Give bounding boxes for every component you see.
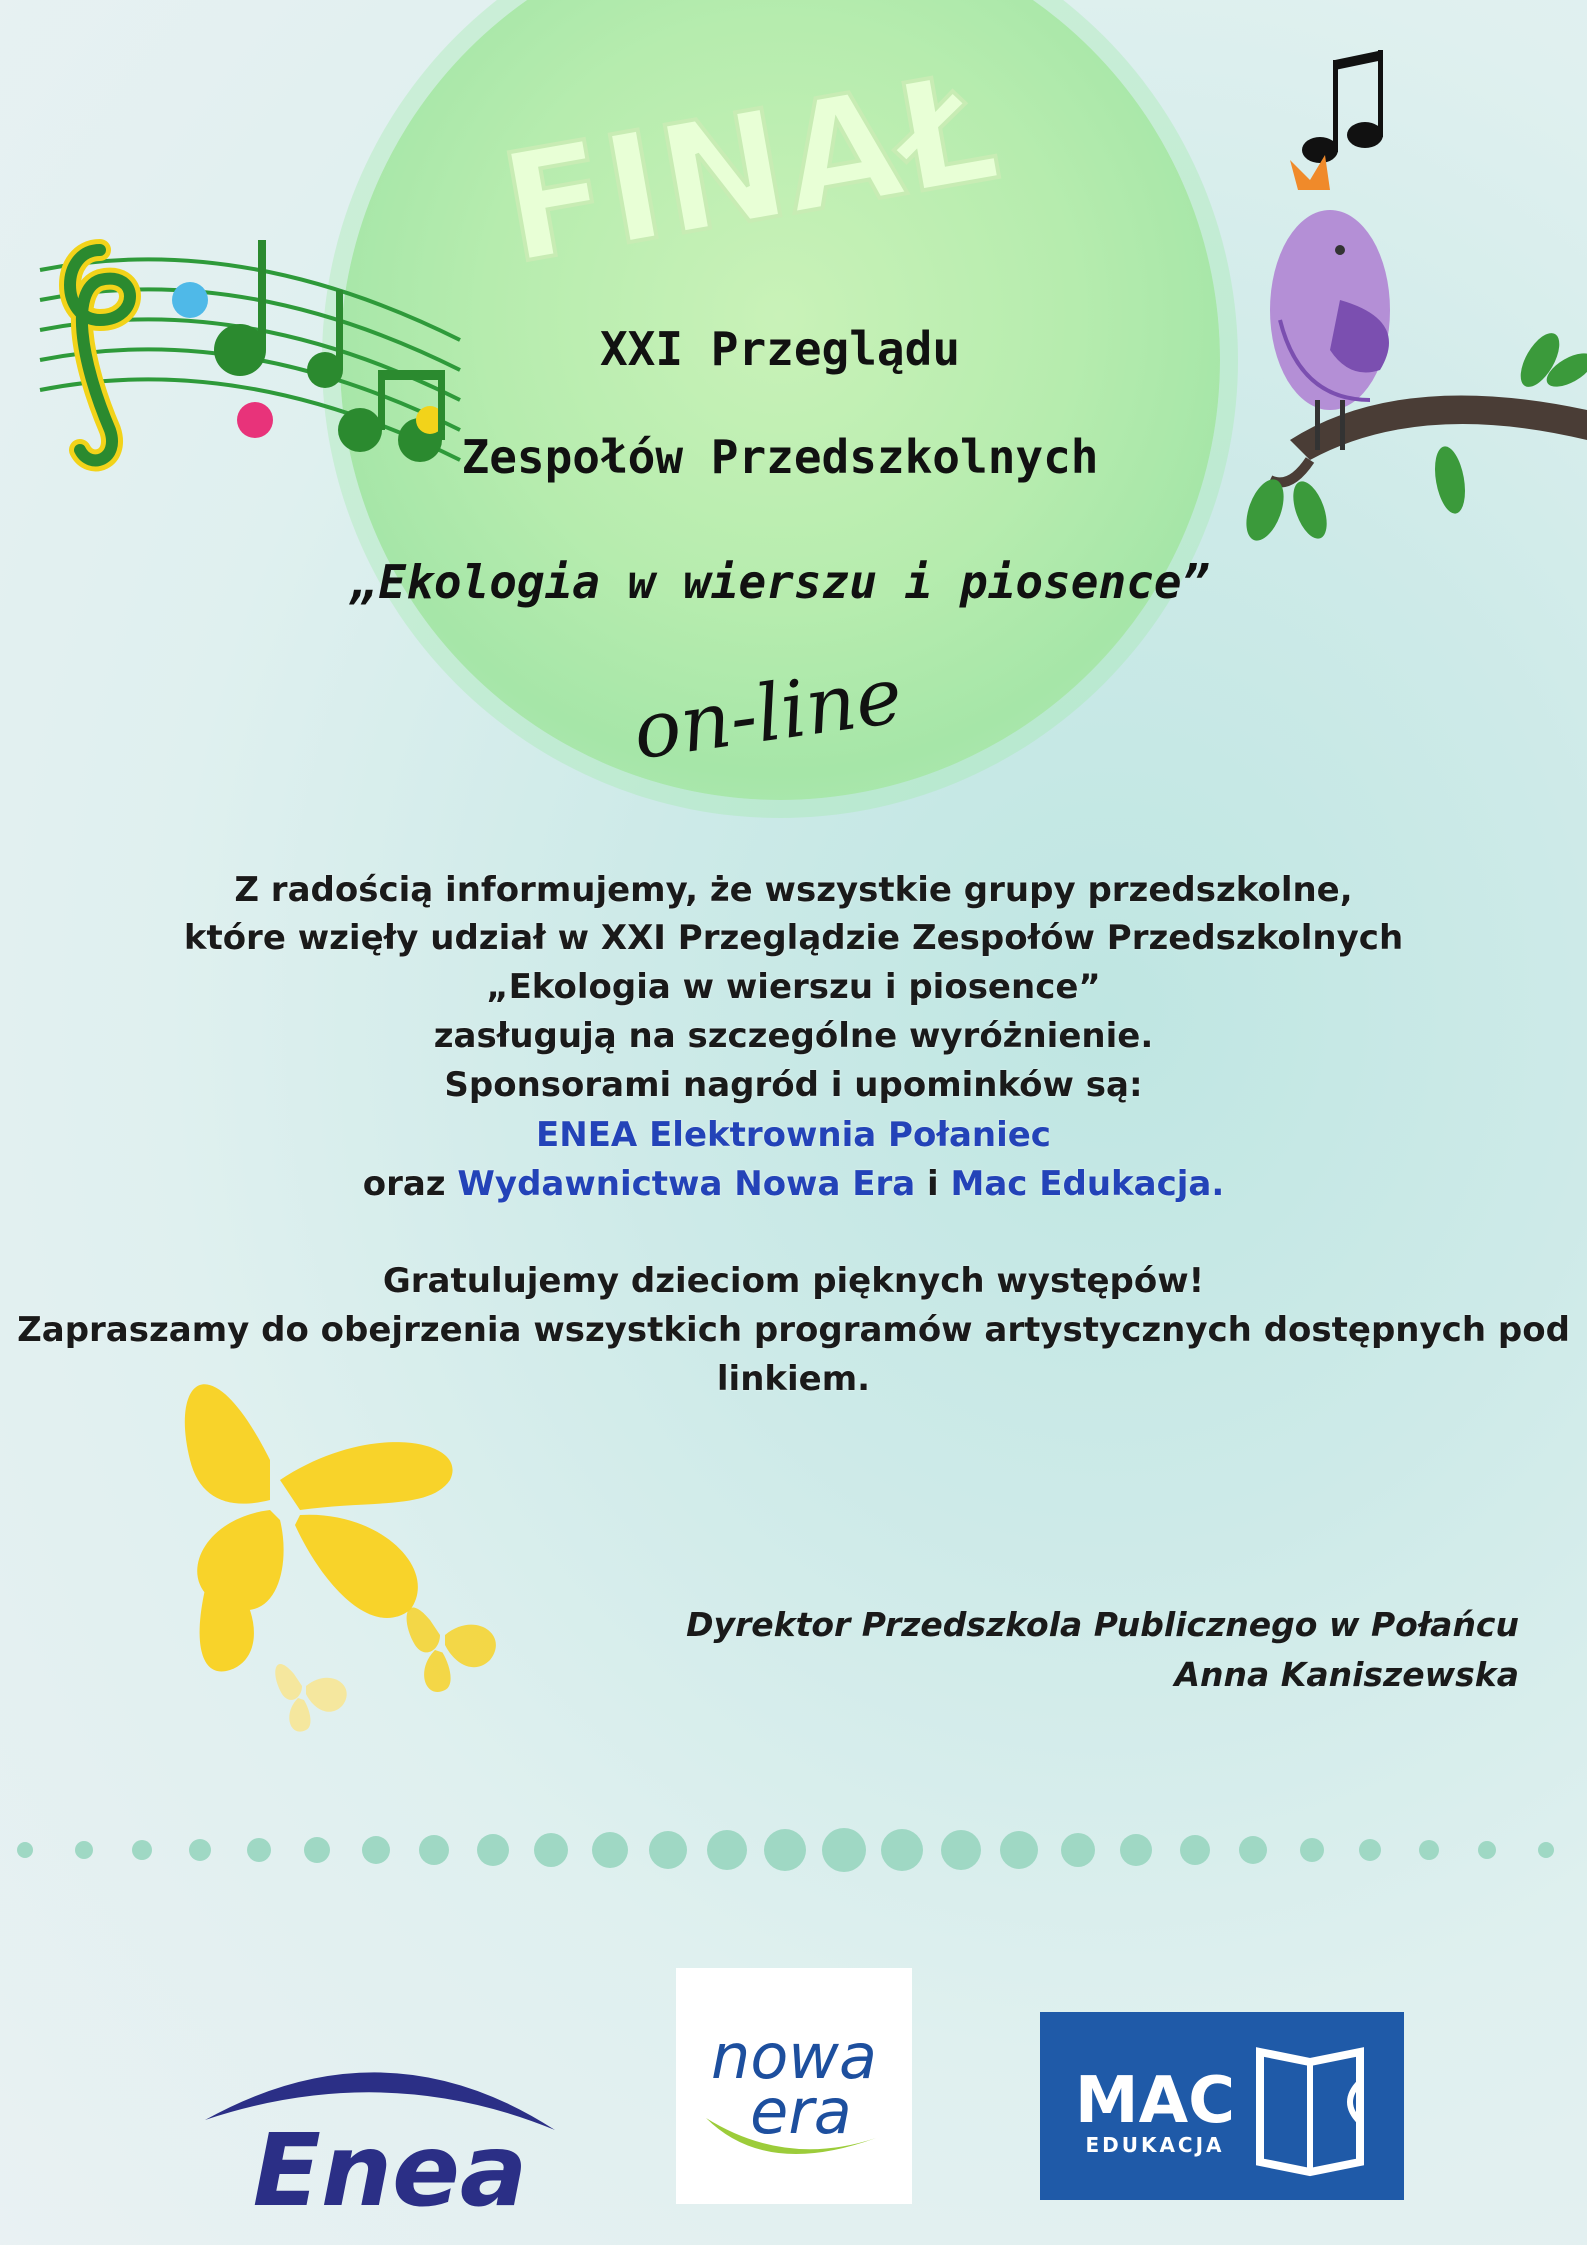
mac-edukacja-logo[interactable] <box>1040 2012 1404 2200</box>
svg-text:Enea: Enea <box>252 2112 528 2229</box>
svg-text:MAC: MAC <box>1074 2064 1236 2138</box>
body-line-4: zasługują na szczególne wyróżnienie. <box>433 1016 1154 1056</box>
svg-text:FINAŁ: FINAŁ <box>490 40 1010 298</box>
body-line-5: Sponsorami nagród i upominków są: <box>444 1065 1143 1105</box>
final-title <box>490 40 1010 298</box>
svg-text:nowa: nowa <box>711 2020 877 2093</box>
heading-line-2: Zespołów Przedszkolnych <box>461 430 1099 484</box>
signature-name: Anna Kaniszewska <box>1174 1655 1519 1694</box>
body-line-2: które wzięły udział w XXI Przeglądzie Zespołów Przedszkolnych <box>183 918 1404 958</box>
online-text <box>590 640 950 780</box>
nowa-era-logo[interactable] <box>676 1968 912 2204</box>
sponsor-line <box>0 1160 1587 1208</box>
sponsor-prefix: oraz <box>362 1164 458 1204</box>
body-line-1: Z radością informujemy, że wszystkie grupy przedszkolne, <box>234 870 1353 910</box>
closing-line-1: Gratulujemy dzieciom pięknych występów! <box>382 1261 1205 1301</box>
heading-line-3: „Ekologia w wierszu i piosence” <box>350 555 1210 609</box>
enea-logo[interactable] <box>195 2040 595 2229</box>
butterfly-icon <box>150 1340 570 1770</box>
svg-text:on-line: on-line <box>627 650 908 778</box>
sponsor-enea-link[interactable]: ENEA Elektrownia Połaniec <box>536 1115 1051 1155</box>
heading-line-1: XXI Przeglądu <box>599 322 961 376</box>
closing-line-3[interactable]: linkiem. <box>716 1359 871 1399</box>
dots-divider <box>0 1820 1587 1880</box>
signature <box>619 1600 1519 1700</box>
body-line-3: „Ekologia w wierszu i piosence” <box>486 967 1101 1007</box>
closing-line-2: Zapraszamy do obejrzenia wszystkich programów artystycznych dostępnych pod <box>17 1310 1570 1350</box>
sponsor-mac-link[interactable]: Mac Edukacja. <box>950 1164 1225 1204</box>
sponsor-middle: i <box>915 1164 951 1204</box>
signature-role: Dyrektor Przedszkola Publicznego w Połańcu <box>686 1605 1519 1644</box>
svg-text:era: era <box>750 2075 852 2148</box>
sponsor-nowa-era-link[interactable]: Wydawnictwa Nowa Era <box>457 1164 916 1204</box>
svg-text:EDUKACJA: EDUKACJA <box>1085 2133 1225 2157</box>
